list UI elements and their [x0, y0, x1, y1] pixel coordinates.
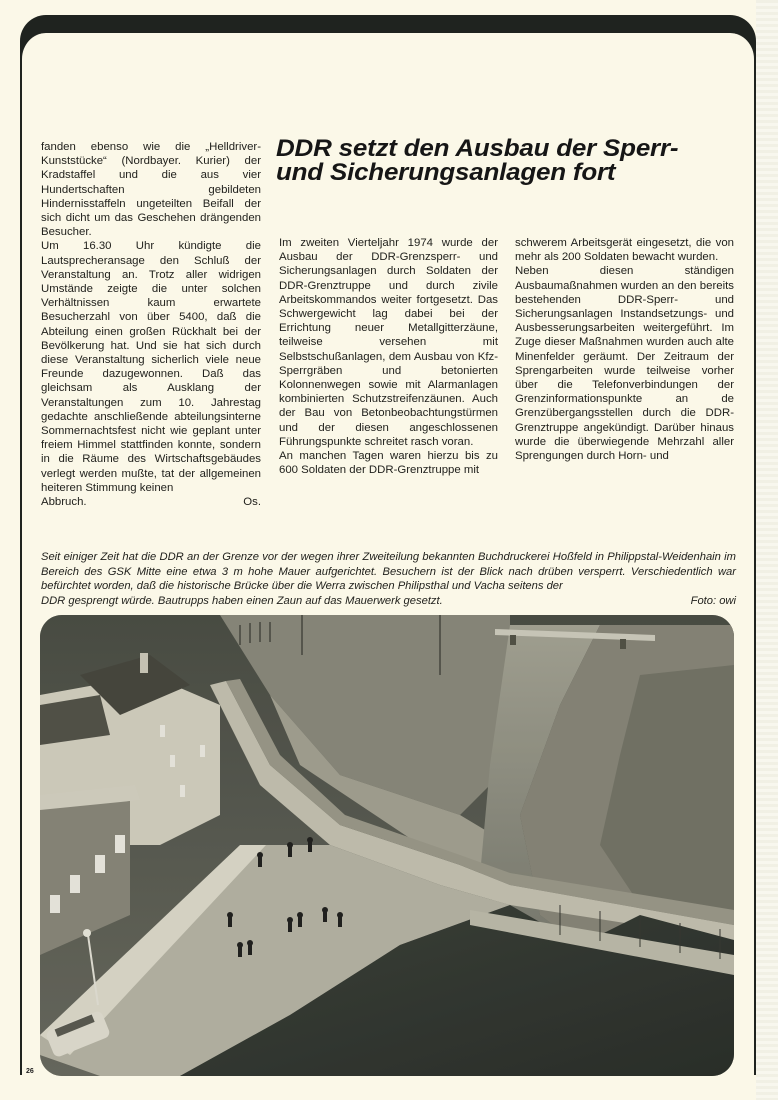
- left-column: [41, 140, 261, 509]
- photo-caption: [41, 550, 736, 608]
- page-number: 26: [26, 1068, 34, 1075]
- article-headline: [276, 137, 774, 185]
- aerial-photo: [40, 615, 734, 1076]
- header-frame: [20, 33, 756, 93]
- photo-credit: Foto: owi: [690, 594, 736, 607]
- headline-line-1: DDR setzt den Ausbau der Sperr-: [276, 135, 679, 162]
- signoff-line: [41, 495, 261, 509]
- right-paragraph-1: schwerem Arbeitsgerät eingesetzt, die von mehr als 200 Soldaten bewacht wurden.: [515, 237, 734, 264]
- photo-illustration: [40, 615, 734, 1076]
- middle-column: [279, 236, 498, 477]
- author-signature: Os.: [243, 496, 261, 509]
- headline-line-2: und Sicherungsanlagen fort: [276, 159, 616, 186]
- left-paragraph-2: Um 16.30 Uhr kündigte die Lautsprecheransage den Schluß der Veranstaltung an. Trotz aller widrigen Umstände zeigte die unter solchen Verhältnissen kaum erwartete Besucherzahl von über 5400, daß die Abteilung einen großen Rückhalt bei der Bevölkerung hat. Und sie hat sich durch diese Veranstaltung sicherlich viele neue Freunde dazugewonnen. Daß das gleichsam als Ausklang der Veranstaltungen zum 10. Jahrestag gedachte anschließende abteilungsinterne Sommernachtsfest nicht wie geplant unter freiem Himmel stattfinden konnte, sondern in die Räume des Wirtschaftsgebäudes verlegt werden mußte, tat der allgemeinen heiteren Stimmung keinen: [41, 240, 261, 494]
- left-paragraph-1: fanden ebenso wie die „Helldriver-Kunststücke“ (Nordbayer. Kurier) der Kradstaffel und die aus vier Hundertschaften gebildeten Hindernisstaffeln ungeteilten Beifall der sich dicht um das Geschehen drängenden Besucher.: [41, 141, 261, 239]
- frame-right-rule: [754, 60, 756, 1075]
- right-paragraph-2: Neben diesen ständigen Ausbaumaßnahmen wurden an den bereits bestehenden DDR-Sperr- und Sicherungsanlagen Instandsetzungs- und Ausbesserungsarbeiten weitergeführt. Im Zuge dieser Maßnahmen wurden auch alte Minenfelder geräumt. Der Zeitraum der Sprengarbeiten wurde teilweise vorher über die Telefonverbindungen der Grenzinformationspunkte an de Grenzübergangsstellen durch die DDR-Grenztruppe angekündigt. Darüber hinaus wurde die überwiegende Mehrzahl aller Sprengungen durch Horn- und: [515, 265, 734, 463]
- middle-paragraph-1: Im zweiten Vierteljahr 1974 wurde der Ausbau der DDR-Grenzsperr- und Sicherungsanlagen durch Soldaten der DDR-Grenztruppe und durch zivile Arbeitskommandos weiter fortgesetzt. Das Schwergewicht lag dabei bei der Errichtung neuer Metallgitterzäune, teilweise versehen mit Selbstschußanlagen, dem Ausbau von Kfz-Sperrgräben und betonierten Kolonnenwegen sowie mit Alarmanlagen kombinierten Schutzstreifenzäunen. Auch der Bau von Betonbeobachtungstürmen und der diesen angeschlossenen Führungspunkte schreitet rasch voran.: [279, 237, 498, 448]
- middle-paragraph-2: An manchen Tagen waren hierzu bis zu 600 Soldaten der DDR-Grenztruppe mit: [279, 450, 498, 477]
- caption-last-line: DDR gesprengt würde. Bautrupps haben einen Zaun auf das Mauerwerk gesetzt.: [41, 594, 443, 607]
- caption-credit-line: [41, 594, 736, 609]
- right-column: [515, 236, 734, 463]
- caption-text: Seit einiger Zeit hat die DDR an der Grenze vor der wegen ihrer Zweiteilung bekannten Buchdruckerei Hoßfeld in Philippstal-Weidenhain im Bereich des GSK Mitte eine etwa 3 m hohe Mauer aufgerichtet. Besuchern ist der Blick nach drüben versperrt. Verschiedentlich war befürchtet worden, daß die historische Brücke über die Werra zwischen Philipsthal und Vacha seitens der: [41, 551, 736, 593]
- frame-left-rule: [20, 60, 22, 1075]
- last-word: Abbruch.: [41, 496, 87, 509]
